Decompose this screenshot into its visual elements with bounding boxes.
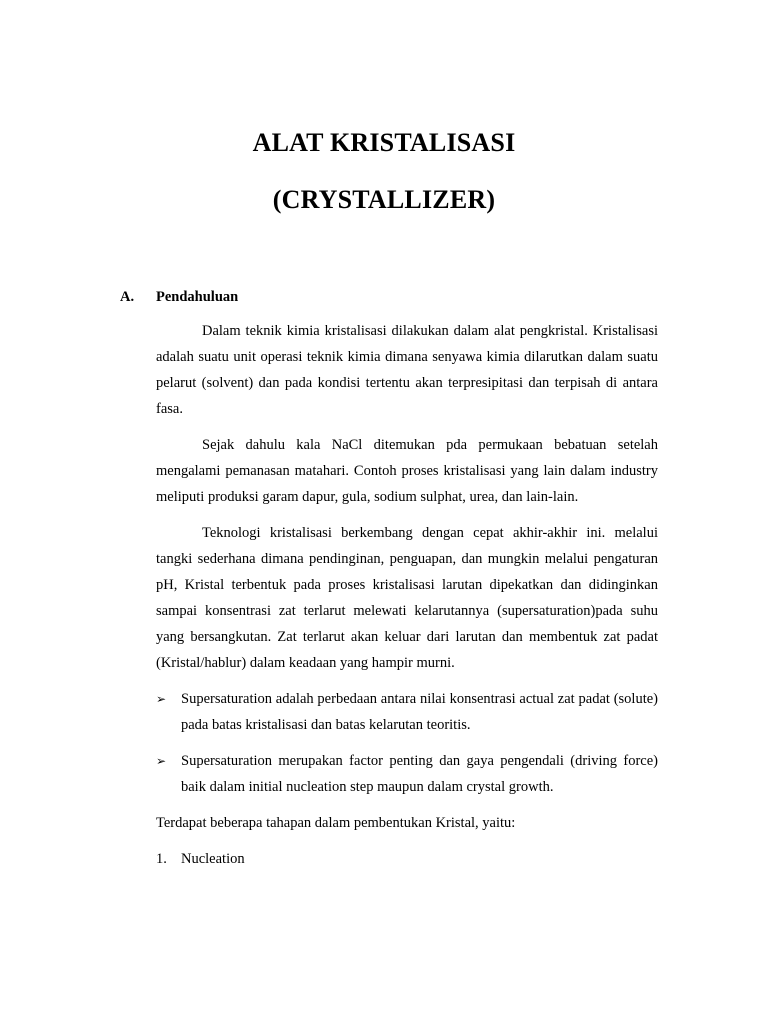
numbered-item [156,846,658,872]
item-number: 1. [156,851,167,867]
bullet-item [156,748,658,800]
bullet-text: Supersaturation merupakan factor penting dan gaya pengendali (driving force) baik dalam initial nucleation step maupun dalam crystal growth. [181,753,658,795]
bullet-list [156,686,658,800]
bullet-text: Supersaturation adalah perbedaan antara nilai konsentrasi actual zat padat (solute) pada batas kristalisasi dan batas kelarutan teoritis. [181,691,658,733]
arrow-bullet-icon: ➢ [156,692,167,706]
section-title: Pendahuluan [156,289,239,305]
arrow-bullet-icon: ➢ [156,754,167,768]
document-subtitle: (CRYSTALLIZER) [272,185,496,214]
bullet-item [156,686,658,738]
item-label: Nucleation [181,851,245,867]
document-body [156,318,658,872]
paragraph: Teknologi kristalisasi berkembang dengan cepat akhir-akhir ini. melalui tangki sederhana dimana pendinginan, penguapan, dan mungkin melalui pengaturan pH, Kristal terbentuk pada proses kristalisasi larutan dipekatkan dan didinginkan sampai konsentrasi zat terlarut melewati kelarutannya (supersaturation)pada suhu yang bersangkutan. Zat terlarut akan keluar dari larutan dan membentuk zat padat (Kristal/hablur) dalam keadaan yang hampir murni. [156,525,658,671]
section-number: A. [120,289,135,305]
document-title: ALAT KRISTALISASI [252,128,516,157]
stages-intro: Terdapat beberapa tahapan dalam pembentukan Kristal, yaitu: [156,815,516,831]
paragraph: Dalam teknik kimia kristalisasi dilakukan dalam alat pengkristal. Kristalisasi adalah suatu unit operasi teknik kimia dimana senyawa kimia dilarutkan dalam suatu pelarut (solvent) dan pada kondisi tertentu akan terpresipitasi dan terpisah di antara fasa. [156,323,658,417]
paragraph: Sejak dahulu kala NaCl ditemukan pda permukaan bebatuan setelah mengalami pemanasan matahari. Contoh proses kristalisasi yang lain dalam industry meliputi produksi garam dapur, gula, sodium sulphat, urea, dan lain-lain. [156,437,658,505]
